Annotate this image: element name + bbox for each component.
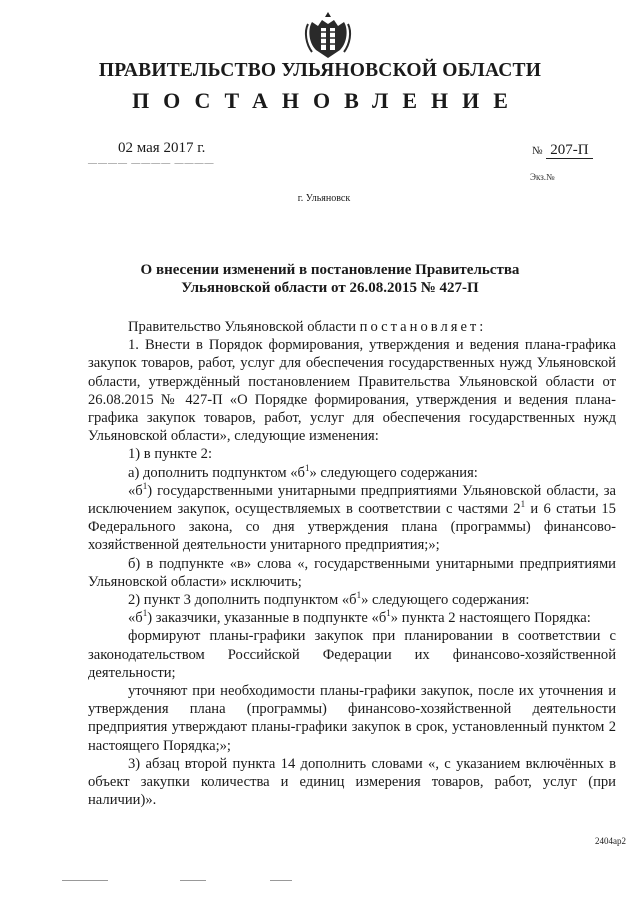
subitem-b1-text-paragraph: «$б^1$) государственными унитарными предприятиями Ульяновской области, за исключением закупок, осуществляемых в соответствии с частями $2^1$ и 6 статьи 15 Федерального закона, со дня утверждения плана (программы) финансово-хозяйственной деятельности унитарного предприятия;»; — [88, 480, 616, 554]
document-number — [532, 142, 593, 159]
title-line-1: О внесении изменений в постановление Правительства — [140, 262, 520, 278]
coat-of-arms-emblem — [300, 8, 356, 64]
scan-artifact-line — [270, 880, 292, 881]
copy-number-label: Экз.№ — [530, 172, 555, 182]
document-type: ПОСТАНОВЛЕНИЕ — [132, 88, 522, 113]
document-body — [88, 318, 616, 809]
item-1-paragraph: 1. Внести в Порядок формирования, утверждения и ведения плана-графика закупок товаров, работ, услуг для обеспечения государственных нужд Ульяновской области, утверждённый постановлением Правительства Ульяновской области от 26.08.2015 № 427-П «О Порядке формирования, утверждения и ведения плана-графика закупок товаров, работ, услуг для обеспечения государственных нужд Ульяновской области», следующие изменения: — [88, 337, 616, 445]
intro-paragraph: Правительство Ульяновской области постановляет: — [128, 319, 487, 335]
scan-artifact-line — [62, 880, 108, 881]
subitem-3-paragraph: 3) абзац второй пункта 14 дополнить словами «, с указанием включённых в объект закупки количества и единиц измерения товаров, работ, услуг (при наличии)». — [88, 755, 616, 809]
subitem-b-paragraph: б) в подпункте «в» слова «, государственными унитарными предприятиями Ульяновской области» исключить; — [88, 555, 616, 590]
number-symbol: № — [532, 145, 543, 157]
footer-code: 2404ap2 — [595, 836, 626, 846]
subitem-1-paragraph: 1) в пункте 2: — [128, 446, 213, 463]
customers-paragraph: «$б^1$) заказчики, указанные в подпункте «$б^1$» пункта 2 настоящего Порядка: — [128, 608, 591, 627]
document-title — [110, 261, 550, 297]
signature-dashes: ———— ———— ———— — [88, 158, 215, 168]
scan-artifact-line — [180, 880, 206, 881]
city-name: г. Ульяновск — [297, 193, 351, 204]
document-date: 02 мая 2017 г. — [118, 140, 206, 156]
organization-name: ПРАВИТЕЛЬСТВО УЛЬЯНОВСКОЙ ОБЛАСТИ — [98, 60, 542, 81]
refine-plans-paragraph: уточняют при необходимости планы-графики закупок, после их уточнения и утверждения плана (программы) финансово-хозяйственной деятельности предприятия утверждают планы-графики закупок в срок, установленный пунктом 2 настоящего Порядка;»; — [88, 683, 616, 754]
number-value: 207-П — [546, 142, 592, 159]
subitem-2-paragraph: 2) пункт 3 дополнить подпунктом «$б^1$» следующего содержания: — [128, 590, 530, 609]
form-plans-paragraph: формируют планы-графики закупок при планировании в соответствии с законодательством Российской Федерации их финансово-хозяйственной деятельности; — [88, 628, 616, 681]
subitem-a-paragraph: а) дополнить подпунктом «$б^1$» следующего содержания: — [128, 462, 478, 481]
title-line-2: Ульяновской области от 26.08.2015 № 427-П — [181, 280, 479, 296]
